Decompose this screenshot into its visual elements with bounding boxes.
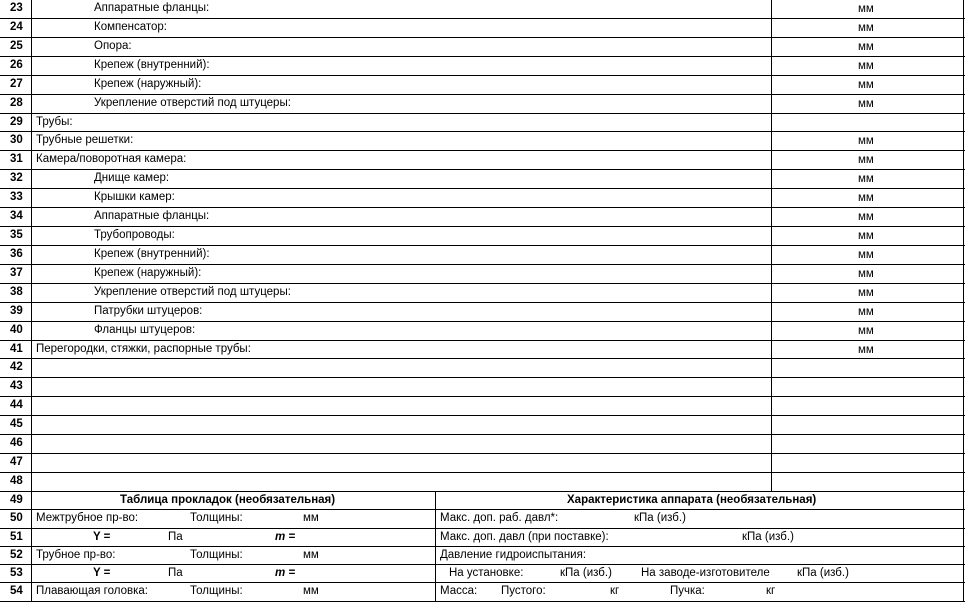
y-value-label: Y =: [93, 567, 111, 580]
table-row: [0, 303, 965, 322]
table-row: [0, 547, 965, 565]
row-number: 30: [10, 134, 23, 147]
divider: [31, 547, 32, 565]
divider: [963, 547, 964, 565]
row-number: 46: [10, 437, 23, 450]
divider: [771, 378, 772, 397]
divider: [963, 510, 964, 528]
divider: [31, 208, 32, 227]
row-label: Укрепление отверстий под штуцеры:: [94, 96, 291, 109]
divider: [963, 583, 964, 601]
divider: [435, 510, 436, 528]
pressure-unit: кПа (изб.): [797, 567, 849, 580]
divider: [31, 341, 32, 360]
row-label: Аппаратные фланцы:: [94, 2, 210, 14]
divider: [771, 397, 772, 416]
divider: [963, 473, 964, 492]
divider: [435, 492, 436, 510]
divider: [963, 492, 964, 510]
divider: [771, 227, 772, 246]
divider: [963, 76, 964, 95]
table-row: [0, 359, 965, 378]
divider: [31, 227, 32, 246]
divider: [31, 132, 32, 151]
divider: [963, 95, 964, 114]
divider: [963, 435, 964, 454]
divider: [771, 189, 772, 208]
table-row: [0, 565, 965, 583]
row-number: 45: [10, 418, 23, 431]
row-number: 24: [10, 20, 23, 33]
factory-label: На заводе-изготовителе: [641, 567, 770, 580]
divider: [963, 170, 964, 189]
divider: [31, 151, 32, 170]
divider: [963, 19, 964, 38]
table-row: [0, 76, 965, 95]
divider: [963, 265, 964, 284]
divider: [31, 189, 32, 208]
row-label: Перегородки, стяжки, распорные трубы:: [36, 342, 251, 355]
row-number: 43: [10, 380, 23, 393]
divider: [771, 114, 772, 133]
row-unit: мм: [858, 21, 874, 34]
row-number: 51: [10, 530, 23, 543]
divider: [771, 246, 772, 265]
divider: [31, 114, 32, 133]
row-number: 53: [10, 567, 23, 580]
divider: [963, 529, 964, 547]
row-unit: мм: [858, 305, 874, 318]
divider: [31, 76, 32, 95]
divider: [435, 529, 436, 547]
divider: [771, 170, 772, 189]
row-unit: мм: [858, 135, 874, 148]
divider: [963, 0, 964, 19]
divider: [963, 565, 964, 583]
row-number: 48: [10, 475, 23, 487]
divider: [963, 189, 964, 208]
divider: [31, 510, 32, 528]
row-unit: мм: [858, 40, 874, 53]
divider: [31, 359, 32, 378]
row-number: 26: [10, 58, 23, 71]
divider: [963, 378, 964, 397]
divider: [963, 227, 964, 246]
table-row: [0, 246, 965, 265]
row-label: Днище камер:: [94, 172, 170, 185]
divider: [771, 208, 772, 227]
divider: [771, 57, 772, 76]
row-unit: мм: [858, 3, 874, 15]
table-row: [0, 435, 965, 454]
table-row: [0, 473, 965, 492]
row-number: 35: [10, 229, 23, 242]
row-unit: мм: [858, 324, 874, 337]
max-delivery-pressure-label: Макс. доп. давл (при поставке):: [440, 530, 609, 543]
divider: [31, 416, 32, 435]
row-number: 40: [10, 323, 23, 336]
divider: [771, 303, 772, 322]
max-working-pressure-label: Макс. доп. раб. давл*:: [440, 512, 559, 525]
row-label: Крепеж (наружный):: [94, 266, 202, 279]
on-site-label: На установке:: [449, 567, 524, 580]
row-number: 28: [10, 96, 23, 109]
table-row: [0, 492, 965, 510]
table-row: [0, 510, 965, 528]
divider: [435, 583, 436, 601]
table-row: [0, 170, 965, 189]
divider: [435, 565, 436, 583]
divider: [31, 170, 32, 189]
row-unit: мм: [858, 343, 874, 356]
table-row: [0, 284, 965, 303]
row-label: Крышки камер:: [94, 191, 175, 204]
hydrotest-pressure-label: Давление гидроиспытания:: [440, 548, 587, 561]
divider: [771, 454, 772, 473]
table-row: [0, 38, 965, 57]
row-number: 54: [10, 585, 23, 598]
gasket-space-label: Плавающая головка:: [36, 585, 148, 598]
row-label: Крепеж (внутренний):: [94, 247, 210, 260]
row-number: 34: [10, 210, 23, 223]
row-number: 29: [10, 115, 23, 128]
row-number: 32: [10, 172, 23, 185]
row-label: Крепеж (наружный):: [94, 77, 202, 90]
row-label: Трубы:: [36, 115, 73, 128]
divider: [771, 435, 772, 454]
row-unit: мм: [858, 211, 874, 224]
table-row: [0, 529, 965, 547]
divider: [31, 265, 32, 284]
table-row: [0, 265, 965, 284]
divider: [771, 359, 772, 378]
gasket-table-title: Таблица прокладок (необязательная): [120, 493, 336, 506]
row-label: Компенсатор:: [94, 20, 167, 33]
divider: [31, 378, 32, 397]
row-number: 50: [10, 512, 23, 525]
divider: [963, 322, 964, 341]
divider: [963, 132, 964, 151]
divider: [31, 529, 32, 547]
divider: [31, 454, 32, 473]
m-value-label: m =: [275, 567, 296, 580]
divider: [963, 151, 964, 170]
pressure-unit: кПа (изб.): [742, 530, 794, 543]
row-number: 33: [10, 191, 23, 204]
row-unit: мм: [858, 286, 874, 299]
bundle-mass-label: Пучка:: [670, 585, 705, 598]
divider: [31, 435, 32, 454]
divider: [963, 416, 964, 435]
divider: [31, 57, 32, 76]
divider: [31, 397, 32, 416]
table-row: [0, 57, 965, 76]
table-row: [0, 397, 965, 416]
row-label: Трубные решетки:: [36, 134, 134, 147]
divider: [771, 416, 772, 435]
divider: [771, 284, 772, 303]
table-row: [0, 189, 965, 208]
table-row: [0, 341, 965, 360]
mass-unit: кг: [766, 585, 776, 598]
divider: [771, 95, 772, 114]
row-unit: мм: [858, 97, 874, 110]
thickness-unit: мм: [303, 585, 319, 598]
divider: [771, 76, 772, 95]
row-number: 31: [10, 153, 23, 166]
table-row: [0, 416, 965, 435]
divider: [771, 473, 772, 492]
divider: [771, 132, 772, 151]
divider: [31, 19, 32, 38]
row-label: Аппаратные фланцы:: [94, 210, 210, 223]
row-number: 41: [10, 342, 23, 355]
row-unit: мм: [858, 154, 874, 167]
table-row: [0, 19, 965, 38]
thickness-unit: мм: [303, 548, 319, 561]
pressure-unit: кПа (изб.): [634, 512, 686, 525]
divider: [771, 265, 772, 284]
divider: [771, 38, 772, 57]
divider: [31, 492, 32, 510]
row-unit: мм: [858, 173, 874, 186]
row-number: 38: [10, 285, 23, 298]
divider: [963, 359, 964, 378]
divider: [31, 583, 32, 601]
divider: [31, 322, 32, 341]
table-row: [0, 227, 965, 246]
divider: [31, 38, 32, 57]
divider: [31, 473, 32, 492]
mass-label: Масса:: [440, 585, 478, 598]
divider: [771, 322, 772, 341]
divider: [963, 38, 964, 57]
table-row: [0, 95, 965, 114]
row-number: 36: [10, 247, 23, 260]
divider: [963, 246, 964, 265]
row-number: 23: [10, 2, 23, 14]
gasket-space-label: Межтрубное пр-во:: [36, 512, 139, 525]
divider: [963, 341, 964, 360]
row-number: 39: [10, 304, 23, 317]
gasket-space-label: Трубное пр-во:: [36, 548, 116, 561]
row-number: 42: [10, 361, 23, 374]
row-number: 47: [10, 456, 23, 469]
table-row: [0, 583, 965, 601]
divider: [963, 454, 964, 473]
pressure-unit: кПа (изб.): [560, 567, 612, 580]
row-label: Трубопроводы:: [94, 229, 175, 242]
divider: [963, 303, 964, 322]
row-number: 49: [10, 493, 23, 506]
row-unit: мм: [858, 267, 874, 280]
row-number: 25: [10, 39, 23, 52]
row-unit: мм: [858, 248, 874, 261]
divider: [771, 341, 772, 360]
divider: [771, 0, 772, 19]
thickness-label: Толщины:: [190, 548, 243, 561]
row-unit: мм: [858, 59, 874, 72]
row-number: 52: [10, 548, 23, 561]
divider: [31, 0, 32, 19]
table-row: [0, 322, 965, 341]
divider: [31, 565, 32, 583]
row-unit: мм: [858, 192, 874, 205]
table-row: [0, 151, 965, 170]
table-row: [0, 132, 965, 151]
divider: [31, 284, 32, 303]
row-label: Фланцы штуцеров:: [94, 323, 196, 336]
divider: [963, 57, 964, 76]
table-row: [0, 0, 965, 19]
divider: [963, 397, 964, 416]
row-number: 37: [10, 266, 23, 279]
divider: [435, 547, 436, 565]
divider: [771, 151, 772, 170]
y-value-label: Y =: [93, 530, 111, 543]
thickness-label: Толщины:: [190, 585, 243, 598]
row-label: Опора:: [94, 39, 132, 52]
m-value-label: m =: [275, 530, 296, 543]
divider: [31, 95, 32, 114]
row-label: Патрубки штуцеров:: [94, 304, 203, 317]
row-label: Камера/поворотная камера:: [36, 153, 187, 166]
divider: [31, 246, 32, 265]
divider: [31, 303, 32, 322]
empty-mass-label: Пустого:: [501, 585, 546, 598]
table-row: [0, 208, 965, 227]
divider: [963, 114, 964, 133]
row-number: 44: [10, 399, 23, 412]
row-unit: мм: [858, 230, 874, 243]
row-label: Крепеж (внутренний):: [94, 58, 210, 71]
table-row: [0, 454, 965, 473]
table-row: [0, 378, 965, 397]
row-number: 27: [10, 77, 23, 90]
row-label: Укрепление отверстий под штуцеры:: [94, 285, 291, 298]
thickness-unit: мм: [303, 512, 319, 525]
thickness-label: Толщины:: [190, 512, 243, 525]
pa-unit: Па: [168, 567, 183, 580]
pa-unit: Па: [168, 530, 183, 543]
divider: [771, 19, 772, 38]
row-unit: мм: [858, 78, 874, 91]
mass-unit: кг: [610, 585, 620, 598]
apparatus-spec-title: Характеристика аппарата (необязательная): [567, 493, 817, 506]
divider: [963, 284, 964, 303]
table-row: [0, 114, 965, 133]
divider: [963, 208, 964, 227]
